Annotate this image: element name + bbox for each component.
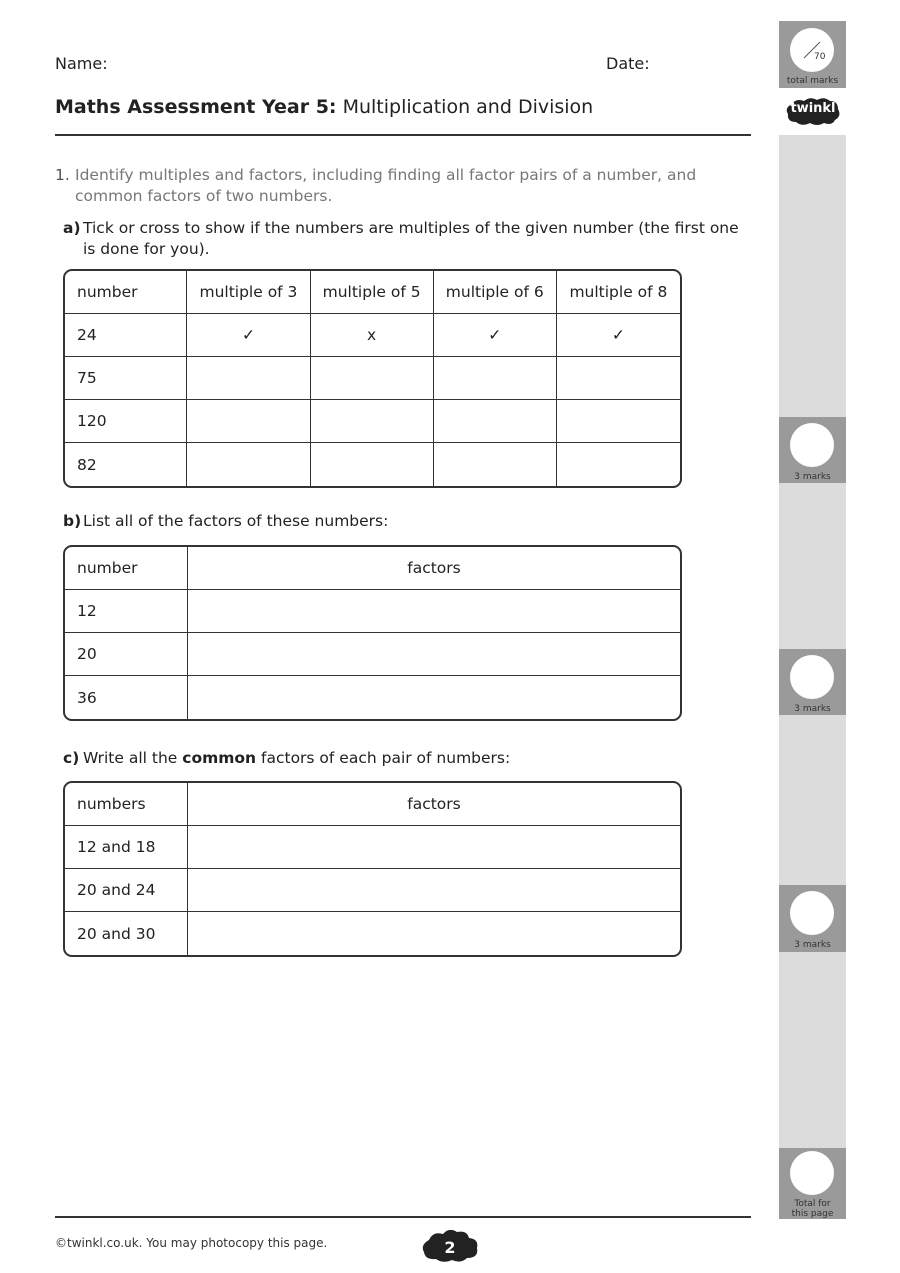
answer-cell[interactable] — [434, 400, 557, 443]
question-1 — [55, 165, 745, 207]
number-cell: 75 — [65, 357, 187, 400]
number-cell: 24 — [65, 314, 187, 357]
marks-label-c: 3 marks — [794, 940, 831, 950]
header-cell: multiple of 3 — [187, 271, 310, 314]
part-a-letter: a) — [63, 219, 81, 237]
common-factors-table — [63, 781, 682, 957]
logo-text: twinkl — [790, 101, 836, 116]
total-marks-circle — [790, 28, 834, 72]
table-row — [65, 590, 680, 633]
question-text: Identify multiples and factors, including finding all factor pairs of a number, and common factors of two numbers. — [75, 166, 697, 205]
header-divider — [55, 134, 751, 136]
factors-table — [63, 545, 682, 721]
answer-cell[interactable] — [187, 400, 310, 443]
part-c-text-bold: common — [182, 749, 257, 767]
marks-circle-b[interactable] — [790, 655, 834, 699]
side-strip — [779, 715, 846, 885]
part-c-text-before: Write all the — [83, 749, 183, 767]
answer-cell[interactable] — [188, 912, 680, 955]
answer-cell[interactable] — [188, 590, 680, 633]
side-strip — [779, 483, 846, 649]
number-cell: 36 — [65, 676, 188, 719]
marks-label-b: 3 marks — [794, 704, 831, 714]
table-row — [65, 357, 680, 400]
header-cell: factors — [188, 547, 680, 590]
part-b-text: List all of the factors of these numbers: — [83, 512, 389, 530]
answer-cell[interactable] — [311, 357, 434, 400]
answer-cell[interactable] — [557, 357, 680, 400]
part-a-text: Tick or cross to show if the numbers are multiples of the given number (the first one is done for you). — [83, 219, 739, 258]
page-total-label-2: this page — [791, 1209, 834, 1219]
answer-cell[interactable] — [188, 869, 680, 912]
table-row — [65, 443, 680, 486]
title-rest: Multiplication and Division — [336, 96, 594, 118]
score-slash-icon — [790, 28, 834, 72]
answer-cell: ✓ — [434, 314, 557, 357]
table-header-row — [65, 783, 680, 826]
page-number: 2 — [444, 1238, 456, 1257]
page-title — [55, 96, 593, 118]
answer-cell[interactable] — [187, 443, 310, 486]
table-header-row — [65, 547, 680, 590]
part-b-instruction — [63, 511, 743, 532]
table-row — [65, 676, 680, 719]
number-cell: 120 — [65, 400, 187, 443]
page-total-circle[interactable] — [790, 1151, 834, 1195]
table-row — [65, 912, 680, 955]
header-cell: multiple of 6 — [434, 271, 557, 314]
answer-cell: ✓ — [187, 314, 310, 357]
copyright-text: ©twinkl.co.uk. You may photocopy this page. — [55, 1236, 328, 1250]
footer-divider — [55, 1216, 751, 1218]
header-cell: number — [65, 271, 187, 314]
answer-cell[interactable] — [187, 357, 310, 400]
answer-cell[interactable] — [311, 400, 434, 443]
marks-circle-c[interactable] — [790, 891, 834, 935]
part-b-letter: b) — [63, 512, 82, 530]
answer-cell[interactable] — [557, 400, 680, 443]
answer-cell[interactable] — [188, 826, 680, 869]
header-cell: number — [65, 547, 188, 590]
number-cell: 12 — [65, 590, 188, 633]
multiples-table — [63, 269, 682, 488]
part-c-letter: c) — [63, 749, 80, 767]
number-cell: 12 and 18 — [65, 826, 188, 869]
answer-cell: ✓ — [557, 314, 680, 357]
question-number: 1. — [55, 166, 70, 184]
answer-cell[interactable] — [434, 357, 557, 400]
answer-cell[interactable] — [557, 443, 680, 486]
name-label: Name: — [55, 54, 108, 73]
header-cell: multiple of 5 — [311, 271, 434, 314]
table-row — [65, 400, 680, 443]
part-c-instruction — [63, 748, 743, 769]
number-cell: 20 and 24 — [65, 869, 188, 912]
side-strip — [779, 135, 846, 417]
total-marks-value: 70 — [814, 52, 826, 62]
marks-label-a: 3 marks — [794, 472, 831, 482]
number-cell: 82 — [65, 443, 187, 486]
number-cell: 20 and 30 — [65, 912, 188, 955]
answer-cell[interactable] — [434, 443, 557, 486]
header-cell: numbers — [65, 783, 188, 826]
table-row — [65, 826, 680, 869]
marks-circle-a[interactable] — [790, 423, 834, 467]
answer-cell[interactable] — [311, 443, 434, 486]
side-strip — [779, 952, 846, 1148]
header-cell: multiple of 8 — [557, 271, 680, 314]
total-marks-label: total marks — [786, 76, 839, 86]
table-header-row — [65, 271, 680, 314]
table-row — [65, 869, 680, 912]
answer-cell: x — [311, 314, 434, 357]
header-cell: factors — [188, 783, 680, 826]
answer-cell[interactable] — [188, 676, 680, 719]
answer-cell[interactable] — [188, 633, 680, 676]
table-row — [65, 314, 680, 357]
table-row — [65, 633, 680, 676]
page-total-label-1: Total for — [794, 1199, 831, 1209]
part-c-text — [83, 748, 743, 769]
number-cell: 20 — [65, 633, 188, 676]
title-bold: Maths Assessment Year 5: — [55, 96, 337, 118]
part-c-text-after: factors of each pair of numbers: — [256, 749, 511, 767]
part-a-instruction — [63, 218, 743, 260]
date-label: Date: — [606, 54, 650, 73]
